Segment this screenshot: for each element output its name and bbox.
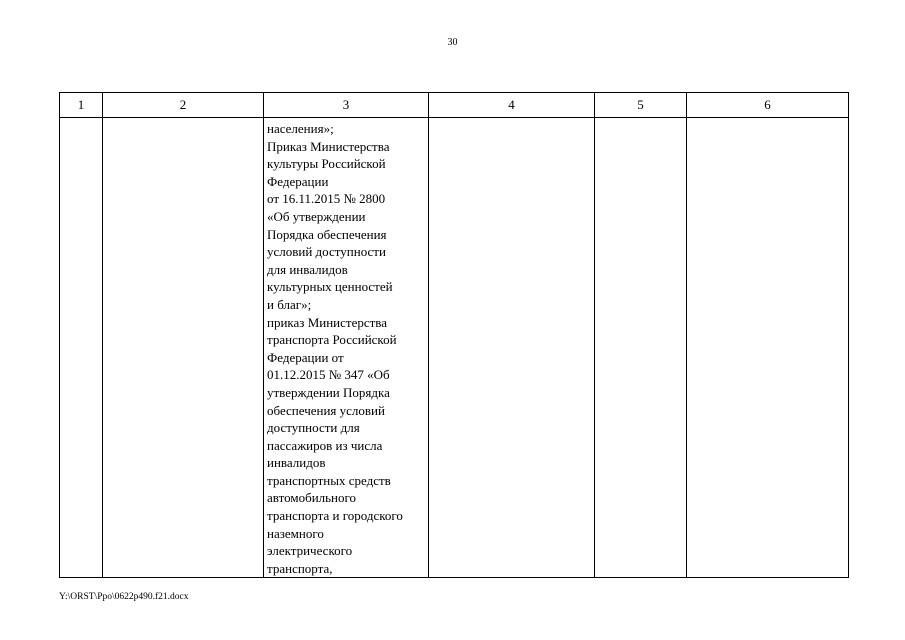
table-cell-col2 bbox=[103, 118, 264, 578]
column-header-4: 4 bbox=[429, 93, 595, 118]
cell-text-col3: населения»; Приказ Министерства культуры Российской Федерации от 16.11.2015 № 2800 «Об утверждении Порядка обеспечения условий доступности для инвалидов культурных ценностей и благ»; приказ Министерства транспорта Российской Федерации от 01.12.2015 № 347 «Об утверждении Порядка обеспечения условий доступности для пассажиров из числа инвалидов транспортных средств автомобильного транспорта и городского наземного электрического транспорта, bbox=[267, 121, 403, 576]
table-header-row bbox=[60, 93, 849, 118]
file-path-footer: Y:\ORST\Ppo\0622p490.f21.docx bbox=[59, 592, 189, 602]
column-header-6: 6 bbox=[687, 93, 849, 118]
table-cell-col4 bbox=[429, 118, 595, 578]
column-header-5: 5 bbox=[595, 93, 687, 118]
cell-text-col5 bbox=[595, 118, 686, 120]
cell-text-col4 bbox=[429, 118, 594, 120]
column-header-1: 1 bbox=[60, 93, 103, 118]
table-cell-col1 bbox=[60, 118, 103, 578]
column-header-3: 3 bbox=[264, 93, 429, 118]
table-row bbox=[60, 118, 849, 578]
page-number: 30 bbox=[447, 37, 458, 48]
cell-text-col6 bbox=[687, 118, 848, 120]
cell-text-col1 bbox=[60, 118, 102, 120]
table-cell-col3 bbox=[264, 118, 429, 578]
table-cell-col6 bbox=[687, 118, 849, 578]
cell-text-col2 bbox=[103, 118, 263, 120]
table-cell-col5 bbox=[595, 118, 687, 578]
column-header-2: 2 bbox=[103, 93, 264, 118]
document-table bbox=[59, 92, 849, 578]
